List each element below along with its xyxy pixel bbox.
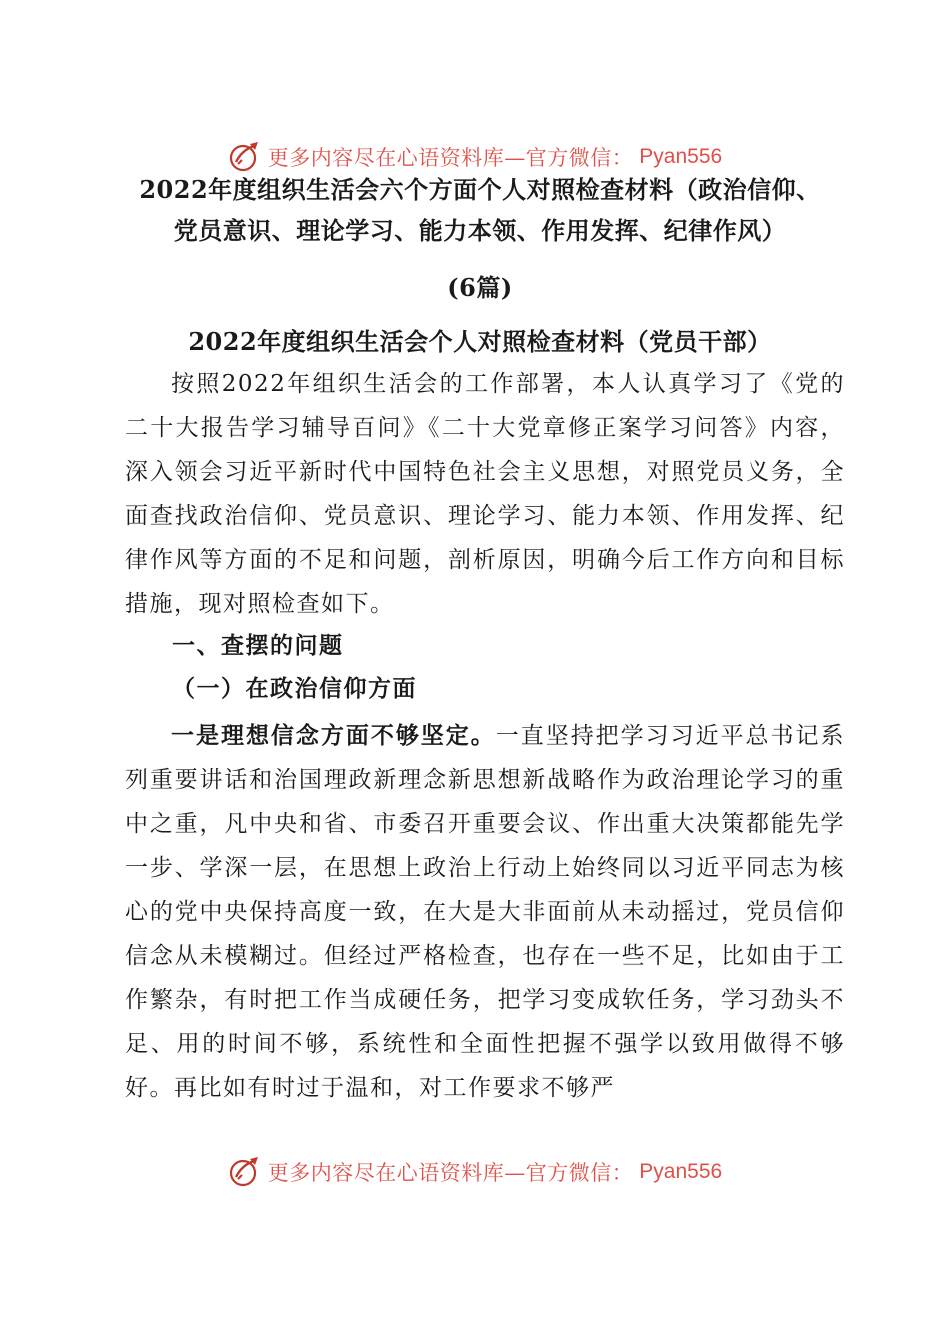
document-title-line-2: 党员意识、理论学习、能力本领、作用发挥、纪律作风）	[173, 216, 787, 245]
point-lead: 一是理想信念方面不够坚定。	[171, 722, 496, 749]
banner-text: 更多内容尽在心语资料库—官方微信：	[267, 1161, 634, 1185]
document-title-line-1: 2022年度组织生活会六个方面个人对照检查材料（政治信仰、	[139, 175, 821, 204]
wechat-id: Pyan556	[639, 145, 723, 168]
footer-banner	[0, 1152, 950, 1192]
pen-logo-icon	[228, 1155, 262, 1189]
pen-logo-icon	[228, 140, 262, 174]
subsection-heading: （一）在政治信仰方面	[172, 675, 417, 702]
document-title-line-3: (6篇)	[447, 273, 513, 302]
point-paragraph	[125, 714, 845, 1110]
section-heading: 一、查摆的问题	[172, 632, 344, 659]
document-subtitle: 2022年度组织生活会个人对照检查材料（党员干部）	[188, 327, 772, 356]
intro-paragraph: 按照2022年组织生活会的工作部署，本人认真学习了《党的二十大报告学习辅导百问》《二十大党章修正案学习问答》内容，深入领会习近平新时代中国特色社会主义思想，对照党员义务，全面查找政治信仰、党员意识、理论学习、能力本领、作用发挥、纪律作风等方面的不足和问题，剖析原因，明确今后工作方向和目标措施，现对照检查如下。	[125, 371, 845, 617]
wechat-id: Pyan556	[639, 1160, 723, 1183]
point-text: 一直坚持把学习习近平总书记系列重要讲话和治国理政新理念新思想新战略作为政治理论学习的重中之重，凡中央和省、市委召开重要会议、作出重大决策都能先学一步、学深一层，在思想上政治上行动上始终同以习近平同志为核心的党中央保持高度一致，在大是大非面前从未动摇过，党员信仰信念从未模糊过。但经过严格检查，也存在一些不足，比如由于工作繁杂，有时把工作当成硬任务，把学习变成软任务，学习劲头不足、用的时间不够，系统性和全面性把握不强学以致用做得不够好。再比如有时过于温和，对工作要求不够严	[125, 723, 846, 1101]
banner-text: 更多内容尽在心语资料库—官方微信：	[267, 146, 634, 170]
